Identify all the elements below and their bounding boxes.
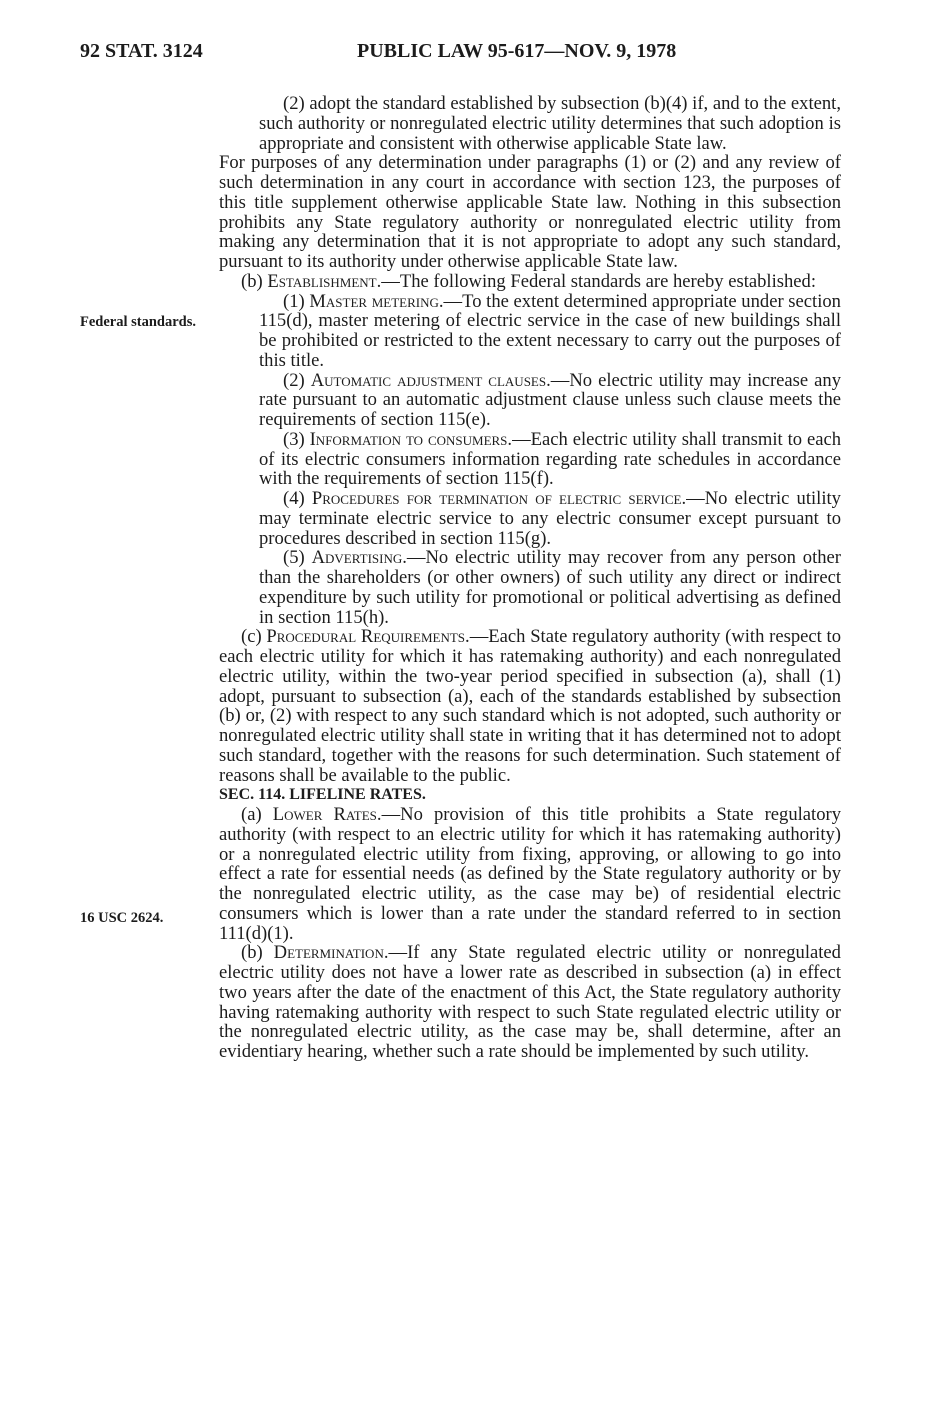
paragraph-b1-number: (1) <box>283 290 305 312</box>
paragraph-b1-heading: Master metering. <box>309 290 444 312</box>
subsection-c-text: —Each State regulatory authority (with respect to each electric utility for which it has ratemaking authority) and each nonregulated electric utility, within the two-year period specified in subsection (a), shall (1) adopt, pursuant to subsection (a), each of the standards established by subsection (b) or, (2) with respect to any such standard which is not adopted, such authority or nonregulated electric utility shall state in writing that it has determined not to adopt such standard, together with the reasons for such determination. Such statement of reasons shall be available to the public. <box>219 626 841 786</box>
paragraph-b4-heading: Procedures for termination of electric service. <box>311 488 687 509</box>
margin-note-federal-standards <box>80 314 196 331</box>
section-114-heading: SEC. 114. LIFELINE RATES. <box>219 786 426 804</box>
subsection-a-number: (a) <box>241 804 262 825</box>
paragraph-b5-number: (5) <box>283 547 305 569</box>
subsection-c-number: (c) <box>241 626 262 648</box>
paragraph-b3-heading: Information to consumers. <box>309 428 513 450</box>
statute-page-number: 92 STAT. 3124 <box>80 40 203 62</box>
subsection-a <box>219 805 841 943</box>
subsection-c <box>219 627 841 785</box>
statute-body <box>219 94 841 1062</box>
margin-note-usc-citation <box>80 910 163 927</box>
paragraph-b2-text: —No electric utility may increase any rate pursuant to an automatic adjustment clause unless such clause meets the requirements of section 115(e). <box>259 369 841 430</box>
paragraph-b4-number: (4) <box>283 488 305 509</box>
paragraph-2: (2) adopt the standard established by subsection (b)(4) if, and to the extent, such authority or nonregulated electric utility determines that such adoption is appropriate and consistent with otherwise applicable State law. <box>259 93 841 154</box>
running-head: PUBLIC LAW 95-617—NOV. 9, 1978 <box>357 40 677 62</box>
subsection-b-heading: Establishment. <box>267 270 382 292</box>
paragraph-b4-text: —No electric utility may terminate electric service to any electric consumer except pursuant to procedures described in section 115(g). <box>259 488 841 549</box>
subsection-a-heading: Lower Rates. <box>272 804 382 825</box>
paragraph-b5-heading: Advertising. <box>311 547 407 569</box>
paragraph-b3 <box>219 430 841 489</box>
subsection-b-determination-heading: Determination. <box>273 942 389 964</box>
subsection-b-determination <box>219 943 841 1062</box>
subsection-b <box>219 272 841 292</box>
paragraph-b4 <box>219 489 841 548</box>
margin-note-federal-text: Federal standards. <box>80 314 196 330</box>
subsection-b-number: (b) <box>241 270 263 292</box>
paragraph-purposes: For purposes of any determination under paragraphs (1) or (2) and any review of such determination in any court in accordance with section 123, the purposes of this title supplement otherwise applicable State law. Nothing in this subsection prohibits any State regulatory authority or nonregulated electric utility from making any determination that it is not appropriate to adopt any such standard, pursuant to its authority under otherwise applicable State law. <box>219 152 841 272</box>
subsection-b-determination-text: —If any State regulated electric utility or nonregulated electric utility does not have a lower rate as described in subsection (a) in effect two years after the date of the enactment of this Act, the State regulatory authority having ratemaking authority with respect to such State regulated electric utility or the nonregulated electric utility, as the case may be, shall determine, after an evidentiary hearing, whether such a rate should be implemented by such utility. <box>219 942 841 1062</box>
paragraph-b1 <box>219 292 841 371</box>
page-header <box>80 40 840 76</box>
paragraph-b2 <box>219 371 841 430</box>
paragraph-b5 <box>219 548 841 627</box>
subsection-b-text: —The following Federal standards are hereby established: <box>381 270 817 292</box>
subsection-b-determination-number: (b) <box>241 942 263 964</box>
margin-note-usc-text: 16 USC 2624. <box>80 910 164 926</box>
paragraph-b5-text: —No electric utility may recover from any person other than the shareholders (or other owners) of such utility any direct or indirect expenditure by such utility for promotional or political advertising as defined in section 115(h). <box>259 547 841 628</box>
subsection-a-text: —No provision of this title prohibits a State regulatory authority (with respect to an electric utility for which it has ratemaking authority) or a nonregulated electric utility from fixing, approving, or allowing to go into effect a rate for essential needs (as defined by the State regulatory authority or by the nonregulated electric utility, as the case may be) of residential electric consumers which is lower than a rate under the standard referred to in section 111(d)(1). <box>219 804 841 944</box>
paragraph-b3-number: (3) <box>283 428 305 450</box>
paragraph-b2-number: (2) <box>283 369 305 391</box>
paragraph-b2-heading: Automatic adjustment clauses. <box>310 369 551 391</box>
paragraph-b1-text: —To the extent determined appropriate under section 115(d), master metering of electric service in the case of new buildings shall be prohibited or restricted to the extent necessary to carry out the purposes of this title. <box>259 290 841 371</box>
paragraph-b3-text: —Each electric utility shall transmit to each of its electric consumers information regarding rate schedules in accordance with the requirements of section 115(f). <box>259 428 842 490</box>
subsection-c-heading: Procedural Requirements. <box>266 626 470 648</box>
